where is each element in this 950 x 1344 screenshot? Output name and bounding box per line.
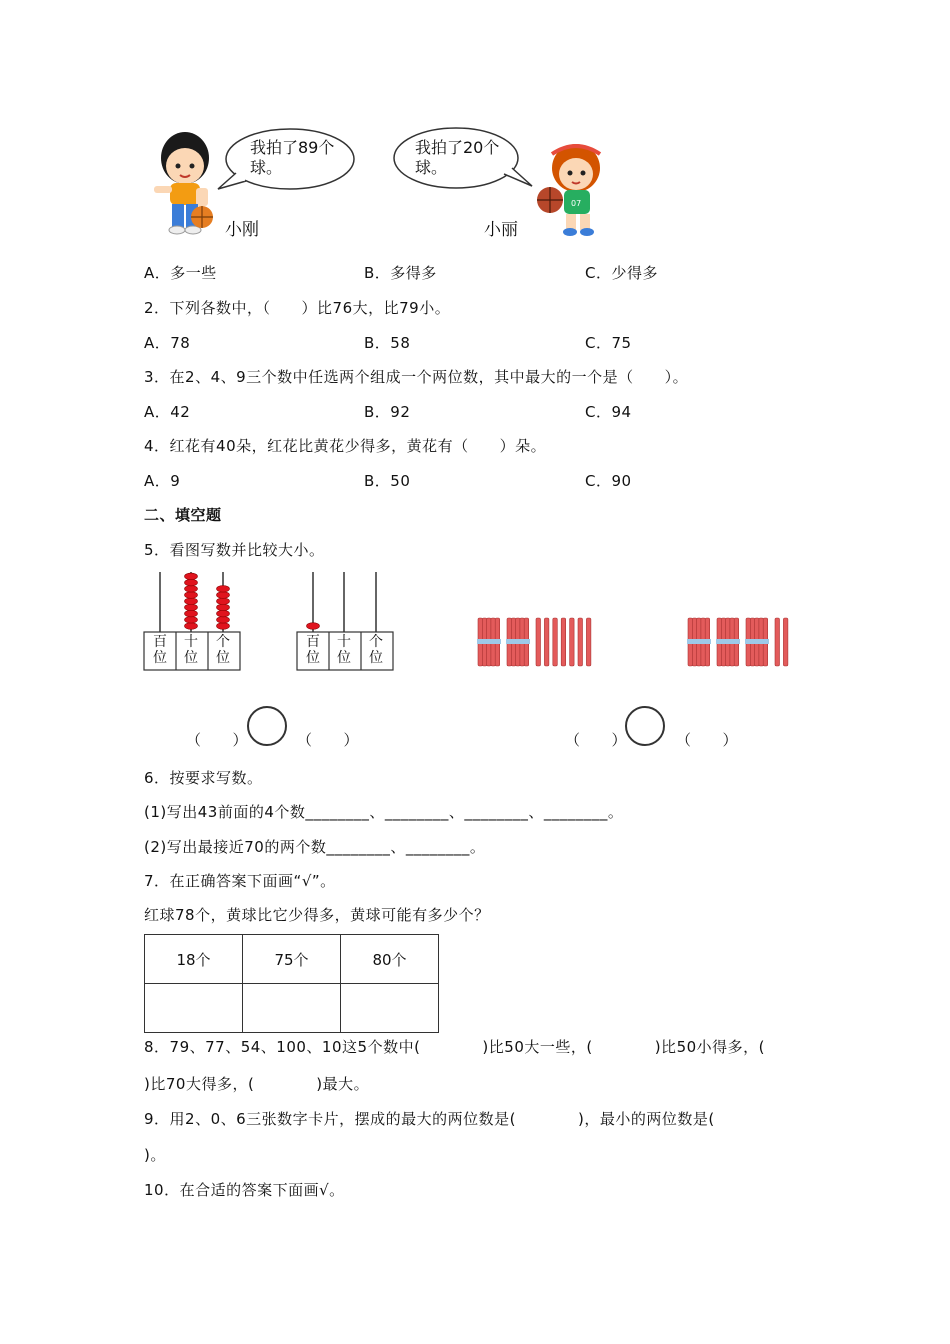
sticks-group-2 — [686, 612, 816, 672]
stick-bundle — [506, 618, 530, 666]
q3-option-a: A．42 — [144, 403, 191, 421]
q2-option-a: A．78 — [144, 334, 191, 352]
q9-line-2: )。 — [144, 1146, 166, 1164]
section-title: 二、填空题 — [144, 506, 222, 524]
abacus-bead — [217, 623, 230, 630]
compare-2-circle[interactable] — [625, 706, 665, 746]
q7-answer-table — [144, 934, 439, 1033]
q6-part-2: (2)写出最接近70的两个数________、________。 — [144, 838, 486, 856]
boy-speech-text: 我拍了89个球。 — [250, 138, 335, 177]
abacus-bead — [185, 623, 198, 630]
single-stick — [570, 618, 575, 666]
q4-stem: 4．红花有40朵，红花比黄花少得多，黄花有（ ）朵。 — [144, 437, 547, 455]
abacus-bead — [185, 617, 198, 624]
q10-stem: 10．在合适的答案下面画√。 — [144, 1181, 345, 1199]
abacus-bead — [307, 623, 320, 630]
girl-name-label: 小丽 — [484, 220, 518, 240]
abacus-bead — [217, 604, 230, 611]
q4-option-b: B．50 — [364, 472, 411, 490]
q2-stem: 2．下列各数中，（ ）比76大，比79小。 — [144, 299, 451, 317]
single-stick — [586, 618, 591, 666]
abacus-bead — [185, 604, 198, 611]
q4-option-c: C．90 — [585, 472, 632, 490]
q3-option-c: C．94 — [585, 403, 632, 421]
abacus-bead — [185, 579, 198, 586]
jersey-number: 07 — [571, 199, 582, 208]
sticks-group-1 — [476, 612, 616, 672]
abacus-bead — [185, 592, 198, 599]
q1-option-c: C．少得多 — [585, 264, 658, 282]
q1-option-a: A．多一些 — [144, 264, 217, 282]
single-stick — [775, 618, 780, 666]
q8-line-1: 8．79、77、54、100、10这5个数中( )比50大一些，( )比50小得多，( — [144, 1038, 766, 1056]
q2-option-c: C．75 — [585, 334, 632, 352]
q4-option-a: A．9 — [144, 472, 181, 490]
q7-stem: 7．在正确答案下面画“√”。 — [144, 872, 336, 890]
stick-bundle — [687, 618, 711, 666]
q2-option-b: B．58 — [364, 334, 411, 352]
abacus-bead — [185, 610, 198, 617]
q6-stem: 6．按要求写数。 — [144, 769, 263, 787]
abacus-bead — [217, 598, 230, 605]
q7-answer-cell-3[interactable] — [341, 984, 439, 1033]
abacus-bead — [185, 586, 198, 593]
q7-header-18: 18个 — [145, 935, 243, 984]
abacus-bead — [217, 617, 230, 624]
stick-bundle — [477, 618, 501, 666]
single-stick — [544, 618, 549, 666]
abacus-bead — [217, 592, 230, 599]
abacus-1-ones-label: 个 位 — [216, 634, 230, 666]
single-stick — [561, 618, 566, 666]
compare-2-right-blank[interactable]: （ ） — [676, 731, 739, 749]
compare-1-left-blank[interactable]: （ ） — [186, 731, 249, 749]
abacus-1-tens-label: 十 位 — [184, 634, 198, 666]
stick-bundle — [716, 618, 740, 666]
q3-option-b: B．92 — [364, 403, 411, 421]
abacus-bead — [185, 598, 198, 605]
single-stick — [553, 618, 558, 666]
compare-1-right-blank[interactable]: （ ） — [297, 731, 360, 749]
compare-1-circle[interactable] — [247, 706, 287, 746]
q7-answer-cell-1[interactable] — [145, 984, 243, 1033]
boy-name-label: 小刚 — [225, 220, 259, 240]
abacus-2-hundreds-label: 百 位 — [306, 634, 320, 666]
q7-question: 红球78个，黄球比它少得多，黄球可能有多少个？ — [144, 906, 490, 924]
abacus-1-hundreds-label: 百 位 — [153, 634, 167, 666]
abacus-bead — [185, 573, 198, 580]
single-stick — [536, 618, 541, 666]
stick-bundle — [745, 618, 769, 666]
q6-part-1: (1)写出43前面的4个数________、________、________、________。 — [144, 803, 624, 821]
abacus-2-tens-label: 十 位 — [337, 634, 351, 666]
compare-2-left-blank[interactable]: （ ） — [565, 731, 628, 749]
girl-basketball-illustration — [534, 140, 614, 240]
q3-stem: 3．在2、4、9三个数中任选两个组成一个两位数，其中最大的一个是（ ）。 — [144, 368, 689, 386]
single-stick — [578, 618, 583, 666]
q7-answer-cell-2[interactable] — [243, 984, 341, 1033]
q7-header-75: 75个 — [243, 935, 341, 984]
abacus-bead — [217, 586, 230, 593]
single-stick — [783, 618, 788, 666]
girl-speech-text: 我拍了20个球。 — [415, 138, 500, 177]
q5-stem: 5．看图写数并比较大小。 — [144, 541, 325, 559]
q7-header-80: 80个 — [341, 935, 439, 984]
q1-option-b: B．多得多 — [364, 264, 437, 282]
q9-line-1: 9．用2、0、6三张数字卡片，摆成的最大的两位数是( )，最小的两位数是( — [144, 1110, 715, 1128]
abacus-bead — [217, 610, 230, 617]
q8-line-2: )比70大得多，( )最大。 — [144, 1075, 370, 1093]
abacus-2-ones-label: 个 位 — [369, 634, 383, 666]
